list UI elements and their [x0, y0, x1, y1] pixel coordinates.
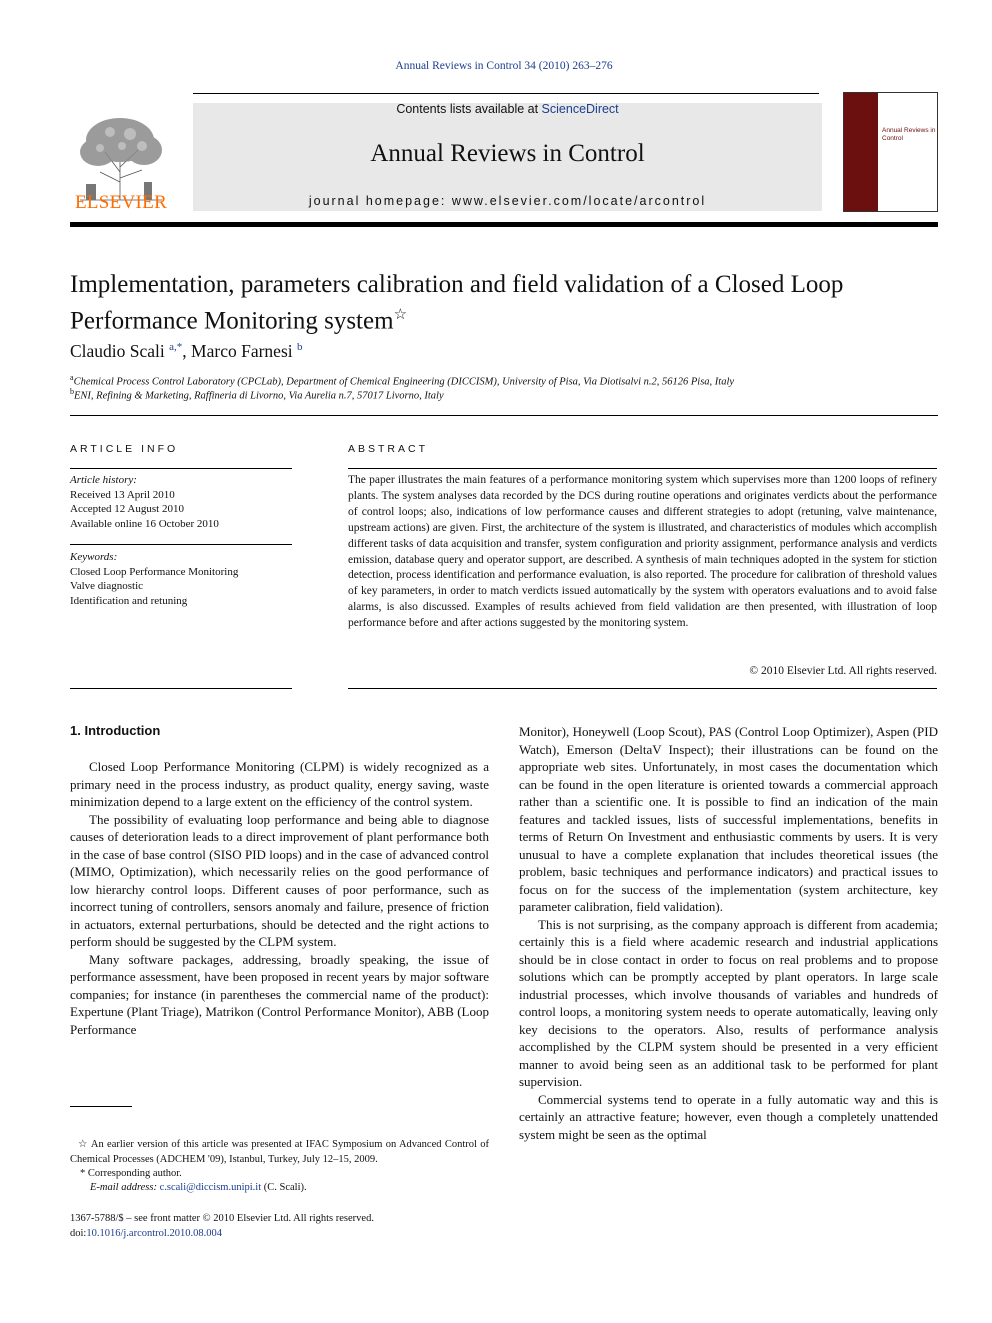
- email-label: E-mail address:: [90, 1182, 157, 1193]
- footnote-earlier-version: [70, 1138, 489, 1167]
- affiliation-text: Chemical Process Control Laboratory (CPCLab), Department of Chemical Engineering (DICCISM), University of Pisa, Via Diotisalvi n.2, 56126 Pisa, Italy: [73, 376, 735, 388]
- footnote-text: An earlier version of this article was presented at IFAC Symposium on Advanced Control of Chemical Processes (ADCHEM '09), Istanbul, Turkey, July 12–15, 2009.: [70, 1139, 489, 1165]
- publisher-logo-text: ELSEVIER: [74, 192, 168, 213]
- affiliation-a: [70, 373, 734, 388]
- keyword-item: Identification and retuning: [70, 594, 188, 607]
- body-paragraph: This is not surprising, as the company approach is different from academia; certainly this is a field where academic research and industrial applications should be in close contact in order to focus on real problems and to propose solutions which can be promptly accepted by plant operators. In large scale industrial processes, which involve thousands of variables and hundreds of control loops, a monitoring system needs to operate automatically, leaving only key decisions to the operators. Also, results of performance analysis accomplished by the CLPM system should be presented in a very efficient manner to avoid being seen as an additional task to be performed for plant supervision.: [519, 916, 938, 1089]
- affiliation-label: b: [70, 387, 74, 396]
- cover-title: Annual Reviews in Control: [882, 127, 936, 142]
- history-received: Received 13 April 2010: [70, 488, 175, 501]
- body-paragraph: Monitor), Honeywell (Loop Scout), PAS (Control Loop Optimizer), Aspen (PID Watch), Emerson (DeltaV Inspect); their illustrations can be found on the appropriate web sites. Unfortunately, in most cases the documentation which can be found in the open literature is oriented towards a commercial approach rather than a scientific one. It is possible to find an indication of the main features and tackled issues, lists of successful implementations, benefits in terms of Return On Investment and enthusiastic comments by users. It is very unusual to have a complete explanation that includes theoretical issues (the problem, basic techniques and performance indicators) and practical issues to focus on for the success of the implementation (system architecture, key parameter calibration, field validation).: [519, 724, 938, 914]
- footnote-corresponding: [70, 1167, 489, 1182]
- abstract-text: The paper illustrates the main features of a performance monitoring system which supervises more than 1200 loops of refinery plants. The system analyses data recorded by the DCS during routine operations and originates verdicts about the performance of control loops; also, indications of low performance causes and different strategies to adopt (retuning, valve maintenance, upstream actions) are given. First, the architecture of the system is illustrated, and characteristics of modules which accomplish different tasks of data acquisition and transfer, system configuration and priority assignment, performance analysis and verdicts emission, database query and operator support, are described. A synthesis of main techniques adopted in the system for stiction detection, process identification and performance evaluation, is also reported. The procedure for calibration of threshold values of key parameters, in order to match verdicts issued automatically by the system with operators evaluations and to avoid false alarms, is also discussed. Examples of results achieved from field validation are then presented, with illustration of loop performance before and after actions suggested by the monitoring system.: [348, 474, 937, 630]
- doi-link[interactable]: 10.1016/j.arcontrol.2010.08.004: [86, 1228, 222, 1239]
- journal-reference[interactable]: Annual Reviews in Control 34 (2010) 263–276: [395, 60, 613, 72]
- doi-label: doi:: [70, 1228, 87, 1239]
- keywords: [70, 550, 292, 608]
- info-rule-bottom: [70, 688, 292, 689]
- footnote-corr-mark: *: [80, 1168, 86, 1179]
- body-column-left: [70, 758, 489, 1038]
- article-history: [70, 473, 292, 531]
- contents-prefix: Contents lists available at: [396, 102, 542, 116]
- history-label: Article history:: [70, 474, 137, 486]
- footnote-text: Corresponding author.: [87, 1168, 182, 1179]
- author-affiliation-mark[interactable]: b: [297, 341, 303, 354]
- affiliation-rule: [70, 415, 938, 416]
- body-paragraph: Closed Loop Performance Monitoring (CLPM) is widely recognized as a primary need in the process industry, as product quality, energy saving, waste minimization depend to a large extent on the efficiency of the control system.: [70, 759, 489, 809]
- footnote-star-mark: ☆: [78, 1139, 89, 1150]
- body-paragraph: Commercial systems tend to operate in a fully automatic way and this is certainly an attractive feature; however, even though a completely unattended system might be seen as the optimal: [519, 1091, 938, 1142]
- keyword-item: Valve diagnostic: [70, 580, 144, 592]
- footnote-email: [70, 1181, 489, 1196]
- affiliation-label: a: [70, 373, 74, 382]
- article-info-heading: ARTICLE INFO: [70, 443, 179, 455]
- author-affiliation-mark[interactable]: a,*: [169, 341, 183, 354]
- journal-title: Annual Reviews in Control: [370, 140, 645, 167]
- section-heading-introduction: 1. Introduction: [70, 723, 161, 738]
- author-name[interactable]: Marco Farnesi: [191, 341, 293, 361]
- history-online: Available online 16 October 2010: [70, 517, 219, 530]
- abstract-rule-bottom: [348, 688, 937, 689]
- journal-homepage[interactable]: journal homepage: www.elsevier.com/locate/arcontrol: [308, 194, 707, 208]
- article-title-text: Implementation, parameters calibration and field validation of a Closed Loop Performance Monitoring system: [70, 271, 844, 335]
- sciencedirect-link[interactable]: ScienceDirect: [541, 102, 619, 116]
- abstract-copyright: © 2010 Elsevier Ltd. All rights reserved.: [749, 665, 937, 677]
- info-rule-mid: [70, 544, 292, 545]
- abstract-rule-top: [348, 468, 937, 469]
- doi-line: [70, 1226, 222, 1241]
- author-name[interactable]: Claudio Scali: [70, 341, 165, 361]
- contents-line: [193, 102, 822, 116]
- affiliation-text: ENI, Refining & Marketing, Raffineria di Livorno, Via Aurelia n.7, 57017 Livorno, Italy: [74, 390, 444, 402]
- header-thick-rule: [70, 222, 938, 227]
- history-accepted: Accepted 12 August 2010: [70, 503, 184, 515]
- affiliation-b: [70, 387, 444, 402]
- info-rule-top: [70, 468, 292, 469]
- keyword-item: Closed Loop Performance Monitoring: [70, 565, 239, 578]
- keywords-label: Keywords:: [70, 551, 118, 563]
- abstract-heading: ABSTRACT: [348, 443, 429, 455]
- body-paragraph: Many software packages, addressing, broadly speaking, the issue of performance assessment, have been proposed in recent years by major software companies; for instance (in parentheses the commercial name of the product): Expertune (Plant Triage), Matrikon (Control Performance Monitor), ABB (Loop Performance: [70, 951, 489, 1037]
- email-link[interactable]: c.scali@diccism.unipi.it: [159, 1182, 262, 1193]
- body-paragraph: The possibility of evaluating loop performance and being able to diagnose causes of deterioration leads to a direct improvement of plant performance both in the case of base control (SISO PID loops) and in the case of advanced control (MIMO, Optimization), which necessarily relies on the good performance of low hierarchy control loops. Different causes of poor performance, such as incorrect tuning of controllers, sensors anomaly and failure, presence of friction in actuators, external perturbations, should be detected and the right actions to perform should be suggested by the CLPM system.: [70, 811, 489, 949]
- body-column-right: [519, 723, 938, 1143]
- article-title: [70, 270, 940, 336]
- journal-cover-thumbnail: [843, 92, 938, 212]
- footnote-rule: [70, 1106, 132, 1107]
- title-footnote-mark[interactable]: ☆: [393, 307, 408, 323]
- author-list: [70, 341, 303, 362]
- email-suffix: (C. Scali).: [263, 1182, 307, 1193]
- author-separator: ,: [182, 341, 192, 361]
- cover-stripe: [844, 93, 878, 211]
- issn-line: 1367-5788/$ – see front matter © 2010 Elsevier Ltd. All rights reserved.: [70, 1213, 374, 1224]
- header-top-rule: [193, 93, 819, 94]
